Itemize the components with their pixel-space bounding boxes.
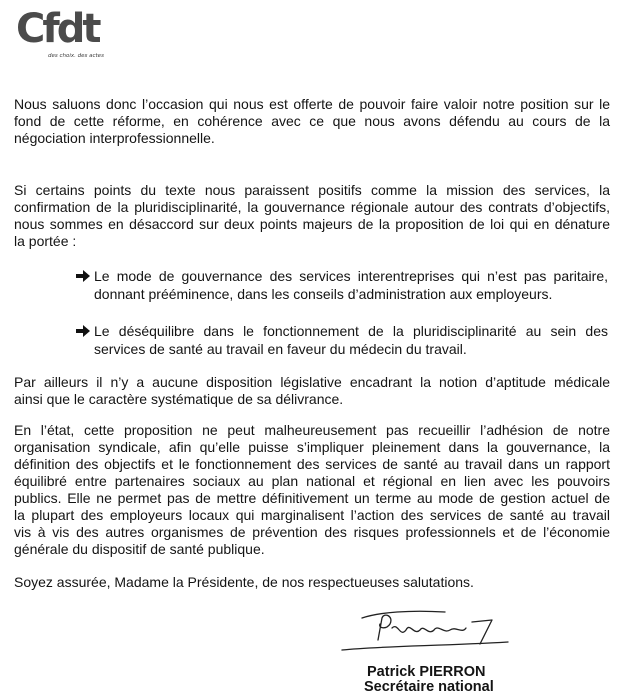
text-line: ainsi que le caractère systématique de sa délivrance.: [14, 391, 344, 407]
text-line: la portée :: [14, 233, 77, 249]
text-line: publics. Elle ne permet pas de mettre définitivement un terme au mode de gestion actuel de: [14, 490, 610, 506]
arrow-bullet-icon: [76, 325, 90, 337]
cfdt-logo: [16, 6, 106, 66]
logo-tagline: des choix. des actes: [48, 53, 104, 59]
signatory-block: [364, 664, 494, 695]
paragraph-aptitude: [14, 374, 610, 408]
signatory-name: Patrick PIERRON: [367, 664, 486, 680]
signature: [335, 605, 515, 660]
text-line: négociation interprofessionnelle.: [14, 130, 215, 146]
text-line: vis à vis des autres organismes de prévention des risques professionnels et de l’économie: [14, 524, 610, 540]
paragraph-position: [14, 422, 610, 558]
text-line: donnant prééminence, dans les conseils d’administration aux employeurs.: [94, 286, 553, 302]
text-line: Par ailleurs il n’y a aucune disposition législative encadrant la notion d’aptitude médicale: [14, 374, 610, 390]
text-line: Nous saluons donc l’occasion qui nous est offerte de pouvoir faire valoir notre position sur le: [14, 96, 610, 112]
text-line: définition des objectifs et le fonctionnement des services de santé au travail dans un rapport: [14, 456, 610, 472]
text-line: nous sommes en désaccord sur deux points majeurs de la proposition de loi qui en dénature: [14, 216, 610, 232]
text-line: Le mode de gouvernance des services interentreprises qui n’est pas paritaire,: [94, 268, 608, 284]
text-line: Si certains points du texte nous paraissent positifs comme la mission des services, la: [14, 182, 610, 198]
text-line: la plupart des employeurs locaux qui marginalisent l’action des services de santé au travail: [14, 507, 610, 523]
text-line: organisation syndicale, afin qu’elle puisse s’impliquer pleinement dans la gouvernance, la: [14, 439, 610, 455]
text-line: Le déséquilibre dans le fonctionnement de la pluridisciplinarité au sein des: [94, 323, 608, 339]
text-line: services de santé au travail en faveur du médecin du travail.: [94, 341, 467, 357]
logo-wordmark: Cfdt: [16, 6, 99, 52]
paragraph-concerns-intro: [14, 182, 610, 250]
signatory-title: Secrétaire national: [364, 679, 494, 695]
arrow-bullet-icon: [76, 270, 90, 282]
text-line: confirmation de la pluridisciplinarité, la gouvernance régionale autour des contrats d’objectifs,: [14, 199, 610, 215]
paragraph-closing: [14, 574, 610, 591]
paragraph-intro: [14, 96, 610, 147]
text-line: équilibré entre partenaires sociaux au plan national et régional en lien avec les pouvoirs: [14, 473, 610, 489]
text-line: En l’état, cette proposition ne peut malheureusement pas recueillir l’adhésion de notre: [14, 422, 610, 438]
text-line: fond de cette réforme, en cohérence avec ce que nous avons défendu au cours de la: [14, 113, 610, 129]
text-line: générale du dispositif de santé publique.: [14, 541, 265, 557]
closing-salutation: Soyez assurée, Madame la Présidente, de nos respectueuses salutations.: [14, 574, 474, 590]
